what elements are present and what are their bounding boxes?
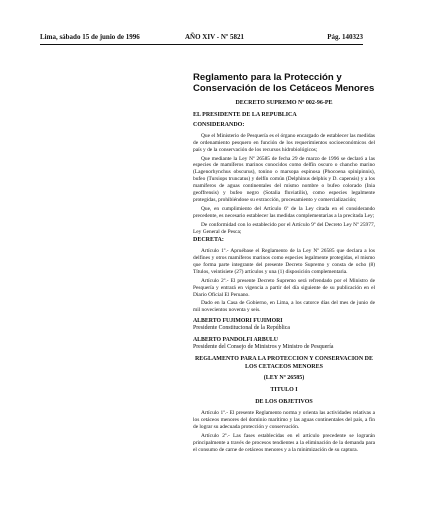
signature-block xyxy=(193,318,375,351)
regulation-law: (LEY Nº 26585) xyxy=(263,375,305,382)
considering-heading: CONSIDERANDO: xyxy=(193,122,245,129)
header-page-number: Pág. 140323 xyxy=(327,33,363,41)
article-paragraph: Artículo 2º.- El presente Decreto Supremo será refrendado por el Ministro de Pesquería y entrará en vigencia a partir del día siguiente de su publicación en el Diario Oficial El Peruano. xyxy=(193,277,375,298)
signer-name: ALBERTO PANDOLFI ARBULU xyxy=(193,337,278,344)
header-date: Lima, sábado 15 de junio de 1996 xyxy=(40,33,140,41)
decree-number: DECRETO SUPREMO Nº 002-96-PE xyxy=(235,100,333,106)
article-column xyxy=(193,72,375,456)
header-issue: AÑO XIV - Nº 5821 xyxy=(185,33,244,41)
title-heading: TITULO I xyxy=(270,387,298,393)
paragraph: De conformidad con lo establecido por el Artículo 9º del Decreto Ley Nº 25977, Ley General de Pesca; xyxy=(193,221,375,235)
president-heading: EL PRESIDENTE DE LA REPUBLICA xyxy=(193,111,297,118)
article-paragraph: Artículo 2º.- Las fases establecidas en el artículo precedente se lograrán principalmente a través de procesos tendientes a la eliminación de la demanda para el consumo de carne de cetáceos menores y a la minimización de su captura. xyxy=(193,432,375,453)
article-paragraph: Artículo 1º.- El presente Reglamento norma y orienta las actividades relativas a los cetáceos menores del dominio marítimo y las aguas continentales del país, a fin de lograr su adecuada protección y conservación. xyxy=(193,410,375,430)
closing-paragraph: Dado en la Casa de Gobierno, en Lima, a los catorce días del mes de junio de mil novecientos noventa y seis. xyxy=(193,300,375,314)
paragraph: Que mediante la Ley Nº 26585 de fecha 29 de marzo de 1996 se declaró a las especies de mamíferos marinos conocidos como delfín oscuro o chancho marino (Lagenorhynchus obscurus), tonino o marsopa espinosa (Phocoena spinipinnis), bufeo (Tursiops truncatus) y delfín común (Delphinus delphis y D. capensis) y a los mamíferos de aguas continentales del mismo nombre o bufeo colorado (Inia geoffrensis) y bufeo negro (Sotalia fluviatilis), como especies legalmente protegidas, prohibiéndose su extracción, procesamiento y comercialización; xyxy=(193,155,375,203)
article-paragraph: Artículo 1º.- Apruébase el Reglamento de la Ley Nº 26585 que declara a los delfines y otros mamíferos marinos como especies legalmente protegidas, el mismo que forma parte integrante del presente Decreto Supremo y consta de ocho (8) Títulos, veintisiete (27) artículos y una (1) disposición complementaria. xyxy=(193,248,375,275)
document-title: Reglamento para la Protección y Conservación de los Cetáceos Menores xyxy=(193,72,375,94)
signer-title: Presidente Constitucional de la República xyxy=(193,325,290,332)
regulation-heading: REGLAMENTO PARA LA PROTECCION Y CONSERVACION DE LOS CETACEOS MENORES xyxy=(194,356,374,370)
header-rule xyxy=(40,44,363,45)
decreta-heading: DECRETA: xyxy=(193,237,224,244)
signer-title: Presidente del Consejo de Ministros y Ministro de Pesquería xyxy=(193,344,334,351)
objectives-heading: DE LOS OBJETIVOS xyxy=(255,398,313,405)
signer-name: ALBERTO FUJIMORI FUJIMORI xyxy=(193,318,283,325)
paragraph: Que el Ministerio de Pesquería es el órgano encargado de establecer las medidas de ordenamiento pesquero en función de los requerimientos socioeconómicos del país y de la conservación de los recursos hidrobiológicos; xyxy=(193,132,375,153)
paragraph: Que, en cumplimiento del Artículo 6º de la Ley citada en el considerando precedente, es necesario establecer las medidas complementarias a la precitada Ley; xyxy=(193,205,375,219)
